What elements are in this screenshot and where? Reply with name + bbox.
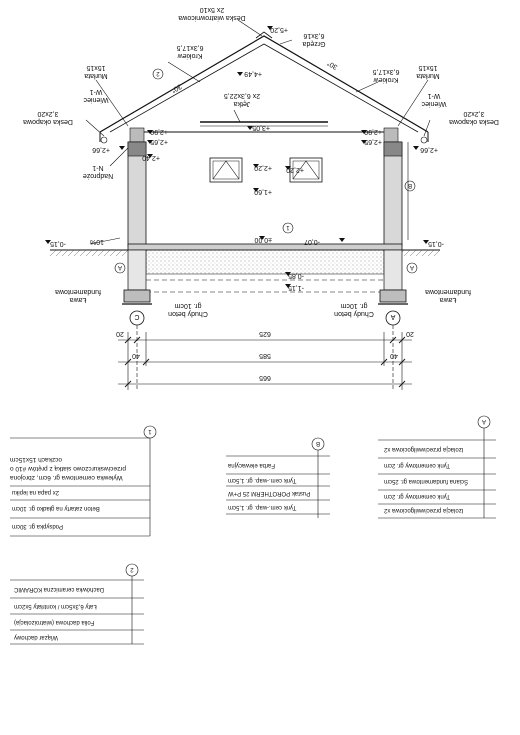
legend-b-row-3: Pustak POROTHERM 25 P+W <box>228 490 311 496</box>
tag-a-left-letter: A <box>117 264 123 270</box>
legend-b <box>226 438 330 518</box>
lintel-left <box>128 142 146 156</box>
dimension-labels <box>116 330 414 381</box>
collar-size: 2x 6,3x22,5 <box>223 92 261 99</box>
legend-a-row-4: Tynk cementowy gr. 2cm <box>384 493 451 499</box>
elev-floor: ±0,00 <box>254 236 272 243</box>
roof-inner <box>110 44 418 132</box>
dim-40-right: 40 <box>390 352 398 359</box>
elev-ground-right: -0,15 <box>428 240 444 247</box>
axis-right-letter: A <box>390 313 396 320</box>
foundation-wall-right <box>384 250 402 290</box>
fascia-right-label: Deska okapowa <box>449 118 499 125</box>
lintel-right <box>384 142 402 156</box>
footing-left-label: Ława <box>69 296 87 303</box>
elev-collar-top: +4,49 <box>244 70 262 77</box>
lean-right-label: Chudy beton <box>334 310 374 317</box>
rafter-left-label: Krokiew <box>177 52 203 59</box>
elev-ridge: +5,20 <box>270 26 288 33</box>
wall-plate-right-label: Murłata <box>416 72 440 79</box>
wall-right <box>384 142 402 246</box>
elev-right-mid: +2,65 <box>364 138 382 145</box>
lean-left-size: gr. 10cm <box>174 302 202 309</box>
fascia-right-size: 3,2x20 <box>463 110 485 117</box>
soil-right <box>402 250 440 256</box>
tag-2-letter: 2 <box>156 70 160 76</box>
lean-right-size: gr. 10cm <box>340 302 368 309</box>
floor-slab <box>128 244 402 250</box>
footing-right-label: Ława <box>439 296 457 303</box>
legend-two-row-2: Łaty 6,3x5cm / kontrłaty 5x2cm <box>14 603 97 609</box>
legend-one <box>10 426 156 536</box>
tag-b-letter: B <box>407 182 413 188</box>
ring-beam-right-size: W-1 <box>427 92 441 99</box>
lintel-size: N-1 <box>92 164 104 171</box>
elev-right-low: +2,66 <box>420 146 438 153</box>
gutter-right <box>421 137 427 143</box>
legend-b-row-4: Tynk cem.-wap. gr. 1,5cm <box>228 504 297 510</box>
elev-footing-bottom: -1,15 <box>288 284 304 291</box>
soil-left <box>50 250 128 256</box>
elev-left-mid: +2,65 <box>150 138 168 145</box>
ridge-cap <box>256 32 272 38</box>
building-section <box>23 6 499 390</box>
legend-b-row-1: Farba elewacyjna <box>228 462 276 468</box>
tag-a-right-letter: A <box>409 264 415 270</box>
fascia-left-label: Deska okapowa <box>23 118 73 125</box>
legend-two-tag: 2 <box>130 566 134 572</box>
legend-two-row-4: Wiązar dachowy <box>14 634 59 640</box>
legend-b-tag: B <box>315 440 321 446</box>
ring-beam-left-label: Wieniec <box>83 96 109 103</box>
legend-one-row-2: 2x papa na lepiku <box>12 489 60 495</box>
lintel-label: Nadproże <box>82 172 114 179</box>
legend-a <box>378 416 496 518</box>
rafter-left-size: 6,3x17,5 <box>176 44 204 51</box>
dim-40-left: 40 <box>132 352 140 359</box>
footing-right-size: fundamentowa <box>425 288 471 295</box>
roof-angle-left: 30° <box>169 82 183 94</box>
legend-two <box>10 564 144 644</box>
ring-beam-right-label: Wieniec <box>421 100 447 107</box>
elev-window-right: +2,20 <box>286 166 304 173</box>
roof-angle-right: 30° <box>326 58 339 71</box>
rafter-right-label: Krokiew <box>373 76 399 83</box>
wall-plate-left-size: 15x15 <box>86 64 106 71</box>
foundation-wall-left <box>128 250 146 290</box>
elev-footing-top: -0,85 <box>288 272 304 279</box>
gutter-left <box>101 137 107 143</box>
ridge-board-size: 2x 5x10 <box>199 6 225 13</box>
elev-left-top: +2,90 <box>150 128 168 135</box>
legend-b-row-2: Tynk cem.-wap. gr. 1,5cm <box>228 477 297 483</box>
dim-625: 625 <box>259 330 271 337</box>
tag-1-letter: 1 <box>286 224 290 230</box>
axis-left-letter: C <box>134 313 140 320</box>
sub-base <box>146 250 384 274</box>
elev-floor-under: -0,07 <box>304 238 320 245</box>
dim-20-left: 20 <box>116 330 124 337</box>
collar-label: Jętka <box>233 100 251 107</box>
legend-one-tag: 1 <box>148 428 152 434</box>
dim-585: 585 <box>259 352 271 359</box>
legend-one-row-1: Wylewka cementowa gr. 6cm, zbrojona przeciwskurczowo siatką z prętów #10 o oczkach 15x15cm <box>10 456 126 481</box>
roof-outline <box>100 36 428 132</box>
legend-one-row-4: Podsypka gr. 30cm <box>12 523 64 529</box>
ring-beam-left-size: W-1 <box>89 88 103 95</box>
legend-a-row-3: Ściana fundamentowa gr. 25cm <box>384 478 469 484</box>
slope-label: 10% <box>89 238 104 245</box>
fascia-left-size: 3,2x20 <box>37 110 59 117</box>
dim-20-right: 20 <box>406 330 414 337</box>
legend-a-row-5: Izolacja przeciwwilgociowa x2 <box>384 507 464 513</box>
legend-a-tag: A <box>481 418 487 424</box>
legend-two-row-1: Dachówka ceramiczna KORAMIC <box>14 586 105 592</box>
purlin-label: Grzęda <box>302 40 326 47</box>
footing-right <box>380 290 406 302</box>
eave-right <box>384 128 398 142</box>
elev-right-top: +2,90 <box>364 128 382 135</box>
wall-plate-right-size: 15x15 <box>418 64 438 71</box>
elev-window-sill: +1,60 <box>254 188 272 195</box>
legend-a-row-1: Izolacja przeciwwilgociowa x2 <box>384 446 464 452</box>
elev-left-low: +2,66 <box>92 146 110 153</box>
legend-a-row-2: Tynk cementowy gr. 2cm <box>384 462 451 468</box>
purlin-size: 6,3x16 <box>303 32 325 39</box>
footing-left-size: fundamentowa <box>55 288 101 295</box>
elev-collar-bottom: +3,05 <box>252 124 270 131</box>
ridge-board-label: Deska wiatrownicowa <box>178 14 246 21</box>
footing-left <box>124 290 150 302</box>
rafter-right-size: 6,3x17,5 <box>372 68 400 75</box>
eave-left <box>130 128 144 142</box>
legend-two-row-3: Folia dachowa (wiatroizolacja) <box>14 619 95 625</box>
lean-left-label: Chudy beton <box>168 310 208 317</box>
legend-one-row-3: Beton zatarty na gładko gr. 10cm <box>12 505 100 511</box>
window-left <box>210 158 242 182</box>
elev-left-lintel: +2,40 <box>142 154 160 161</box>
elev-window-top: +2,20 <box>254 164 272 171</box>
wall-plate-left-label: Murłata <box>84 72 108 79</box>
elev-ground-left: -0,15 <box>50 240 66 247</box>
dim-665: 665 <box>259 374 271 381</box>
